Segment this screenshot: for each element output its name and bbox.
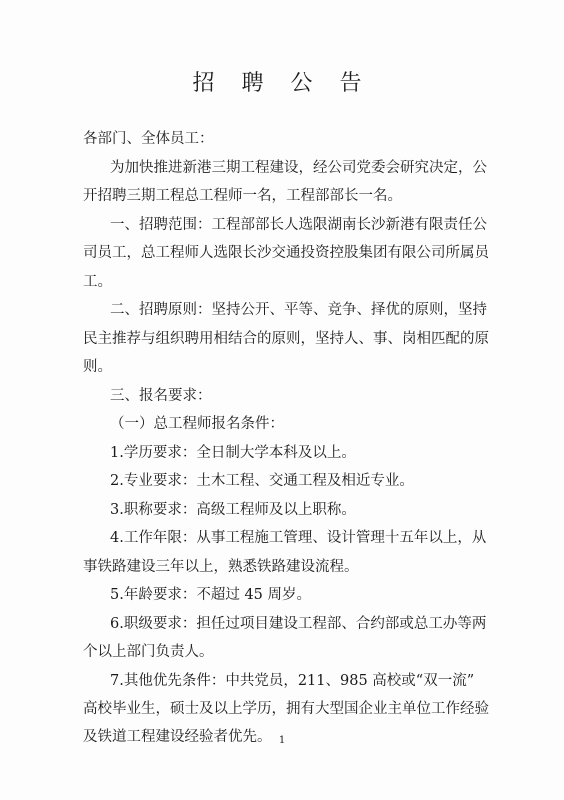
paragraph-line: 一、招聘范围：工程部部长人选限湖南长沙新港有限责任公 xyxy=(110,217,487,233)
list-item: 7.其他优先条件：中共党员，211、985 高校或“双一流” xyxy=(110,673,475,689)
list-item: 4.工作年限：从事工程施工管理、设计管理十五年以上，从 xyxy=(110,530,487,546)
paragraph-line: 为加快推进新港三期工程建设，经公司党委会研究决定，公 xyxy=(110,160,487,176)
list-item-continuation: 及铁道工程建设经验者优先。 xyxy=(83,729,272,745)
paragraph-line: 开招聘三期工程总工程师一名，工程部部长一名。 xyxy=(83,188,402,204)
list-item: 3.职称要求：高级工程师及以上职称。 xyxy=(110,502,356,518)
subsection-heading: （一）总工程师报名条件： xyxy=(110,416,284,432)
page-number: 1 xyxy=(278,735,286,746)
paragraph-line: 则。 xyxy=(83,359,112,375)
list-item: 5.年龄要求：不超过 45 周岁。 xyxy=(110,587,312,603)
list-item: 1.学历要求：全日制大学本科及以上。 xyxy=(110,445,356,461)
paragraph-line: 民主推荐与组织聘用相结合的原则，坚持人、事、岗相匹配的原 xyxy=(83,331,489,347)
list-item: 6.职级要求：担任过项目建设工程部、合约部或总工办等两 xyxy=(110,616,487,632)
salutation: 各部门、全体员工： xyxy=(83,131,214,147)
list-item-continuation: 个以上部门负责人。 xyxy=(83,644,214,660)
list-item: 2.专业要求：土木工程、交通工程及相近专业。 xyxy=(110,473,414,489)
paragraph-line: 司员工，总工程师人选限长沙交通投资控股集团有限公司所属员 xyxy=(83,245,489,261)
list-item-continuation: 事铁路建设三年以上，熟悉铁路建设流程。 xyxy=(83,559,359,575)
paragraph-line: 工。 xyxy=(83,274,112,290)
section-heading: 三、报名要求： xyxy=(110,388,212,404)
list-item-continuation: 高校毕业生，硕士及以上学历，拥有大型国企业主单位工作经验 xyxy=(83,701,489,717)
paragraph-line: 二、招聘原则：坚持公开、平等、竞争、择优的原则，坚持 xyxy=(110,302,487,318)
document-title: 招 聘 公 告 xyxy=(192,71,372,96)
